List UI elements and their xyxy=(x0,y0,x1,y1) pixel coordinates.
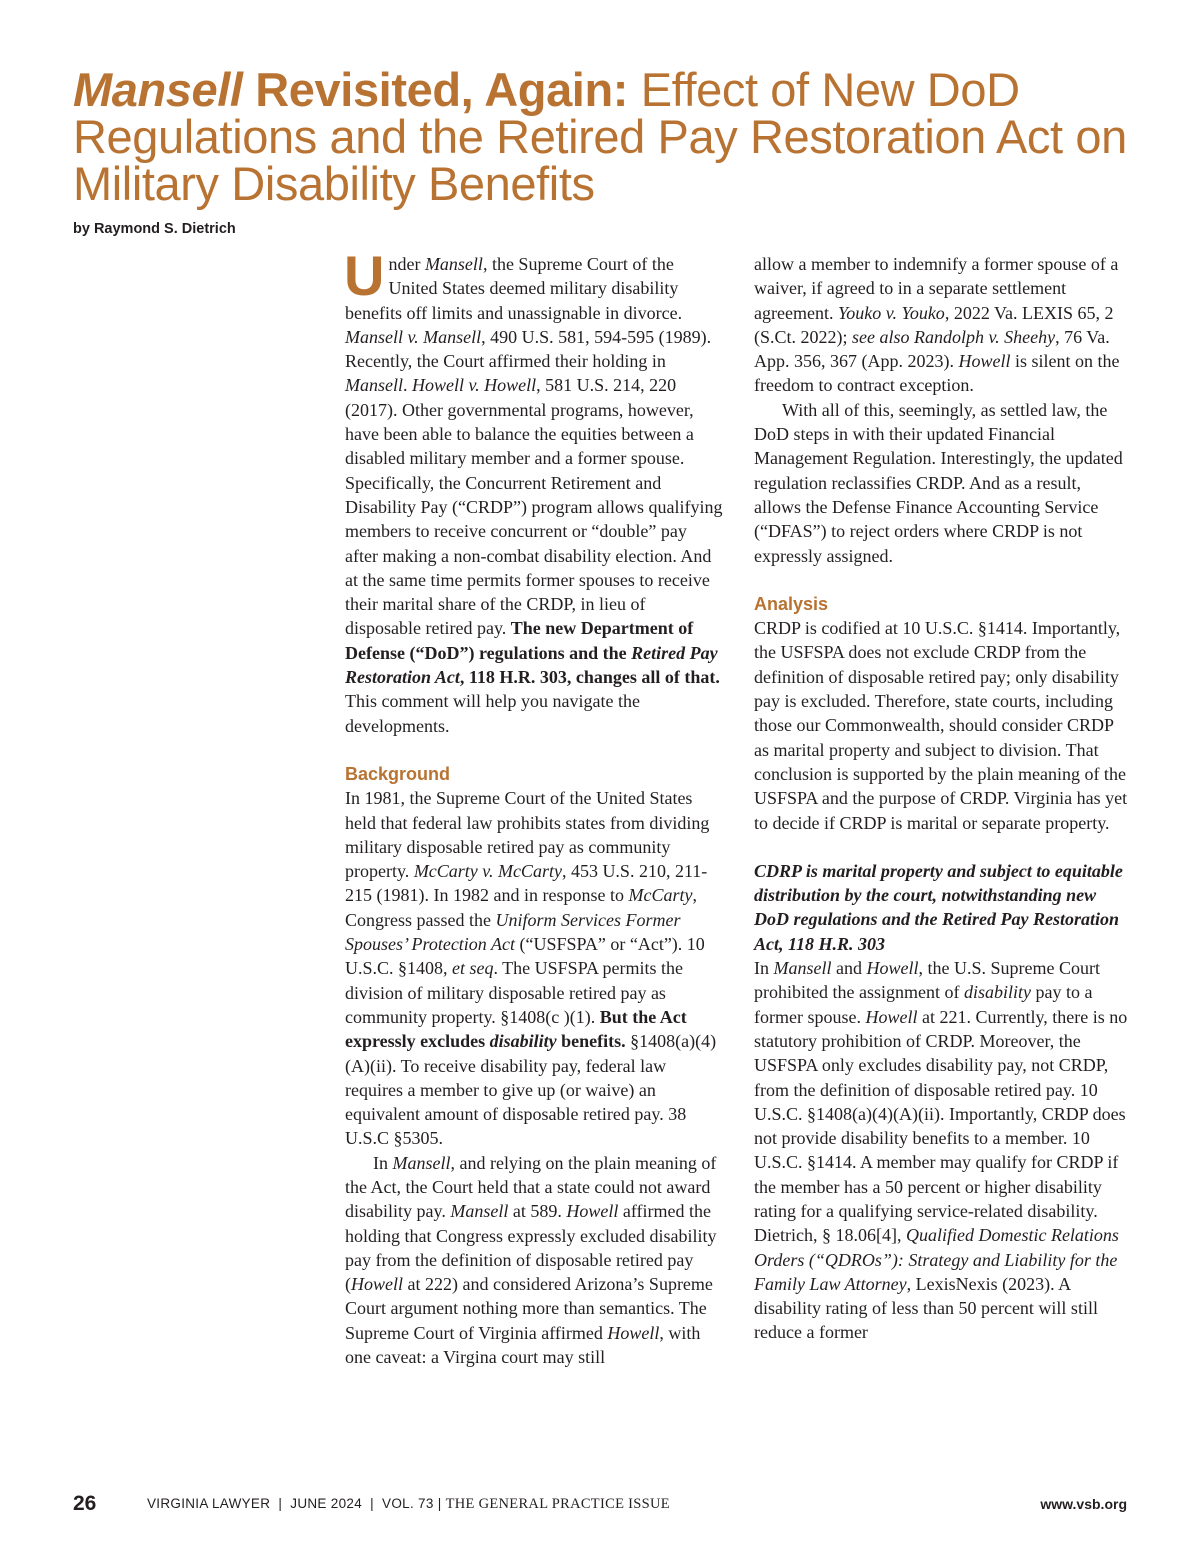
text-run: . The USFSPA permits the division of military disposable retired pay as community property. §1408(c )(1). xyxy=(345,958,684,1027)
text-run: Youko v. Youko xyxy=(837,302,945,323)
text-run: Howell xyxy=(958,351,1011,372)
text-run: Qualified Domestic Relations Orders (“QDROs”): Strategy and Liability for the Family Law Attorney xyxy=(754,1225,1119,1294)
text-run: Mansell xyxy=(450,1201,509,1222)
drop-cap: U xyxy=(344,244,385,307)
text-run: Mansell xyxy=(424,254,483,274)
text-run: is silent on the freedom to contract exception. xyxy=(754,351,1120,396)
title-line-1 xyxy=(73,63,1133,116)
text-run: et seq xyxy=(452,958,494,979)
section-heading-background: Background xyxy=(345,763,451,784)
text-run: This comment will help you navigate the developments. xyxy=(345,691,640,736)
text-run: Uniform Services Former Spouses’ Protection Act xyxy=(345,909,681,955)
issue-name: THE GENERAL PRACTICE ISSUE xyxy=(445,1496,670,1512)
title-italic-part: Mansell xyxy=(73,63,243,116)
page-number: 26 xyxy=(73,1492,97,1515)
text-run: Howell xyxy=(607,1322,660,1343)
title-bold-part: Revisited, Again: xyxy=(242,63,629,116)
text-run: allow a member to indemnify a former spouse of a waiver, if agreed to in a separate settlement agreement. xyxy=(754,254,1119,323)
publication-name: VIRGINIA LAWYER | JUNE 2024 | VOL. 73 | xyxy=(147,1496,446,1511)
page-footer xyxy=(73,1492,1127,1520)
right-column xyxy=(754,252,1132,1345)
text-run: In xyxy=(373,1152,393,1173)
text-run: nder xyxy=(388,254,425,274)
text-run: , 453 U.S. 210, 211-215 (1981). In 1982 and in response to xyxy=(345,861,708,906)
text-run: But the Act expressly excludes xyxy=(345,1006,687,1052)
text-run: disability xyxy=(489,1031,557,1052)
byline: by Raymond S. Dietrich xyxy=(73,221,236,237)
text-run: Howell xyxy=(865,1006,918,1027)
dod-paragraph xyxy=(754,398,1132,568)
text-run: McCarty v. McCarty xyxy=(413,861,562,882)
text-run: , 490 U.S. 581, 594-595 (1989). Recently, the Court affirmed their holding in xyxy=(345,326,712,372)
text-run: benefits. xyxy=(556,1031,626,1052)
text-run: , with one caveat: a Virgina court may still xyxy=(345,1322,701,1368)
text-run: Mansell xyxy=(773,958,832,979)
text-run: Howell xyxy=(866,958,919,979)
text-run: , LexisNexis (2023). A disability rating of less than 50 percent will still reduce a former xyxy=(754,1273,1098,1343)
text-run: , Congress passed the xyxy=(345,885,697,930)
text-run: at 589. xyxy=(508,1201,567,1222)
title-rest-line-1: Effect of New DoD xyxy=(628,63,1020,116)
text-run: at 221. Currently, there is no statutory prohibition of CRDP. Moreover, the USFSPA only excludes disability pay, not CRDP, from the definition of disposable retired pay. 10 U.S.C. §1408(a)(4)(A)(ii). Importantly, CRDP does not provide disability benefits to a member. 10 U.S.C. §1414. A member may qualify for CRDP if the member has a 50 percent or higher disability rating for a qualifying service-related disability. Dietrich, § 18.06[4], xyxy=(754,1006,1128,1246)
text-run: , 2022 Va. LEXIS 65, 2 (S.Ct. 2022); xyxy=(754,302,1114,347)
text-run: With all of this, seemingly, as settled law, the DoD steps in with their updated Financial Management Regulation. Interestingly, the updated regulation reclassifies CRDP. And as a result, allows the Defense Finance Accounting Service (“DFAS”) to reject orders where CRDP is not expressly assigned. xyxy=(754,399,1123,566)
text-run: , and relying on the plain meaning of the Act, the Court held that a state could not award disability pay. xyxy=(345,1152,717,1222)
article-title xyxy=(73,63,1133,210)
text-run: §1408(a)(4)(A)(ii). To receive disability pay, federal law requires a member to give up (or waive) an equivalent amount of disposable retired pay. 38 U.S.C §5305. xyxy=(345,1031,717,1149)
analysis-paragraph xyxy=(754,616,1132,835)
text-run: Retired Pay Restoration Act xyxy=(345,642,718,688)
text-run: disability xyxy=(963,982,1031,1003)
text-run: Mansell xyxy=(345,375,403,396)
text-run: (“USFSPA” or “Act”). 10 U.S.C. §1408, xyxy=(345,934,705,979)
text-run: affirmed the holding that Congress expressly excluded disability pay from the definition of disposable retired pay ( xyxy=(345,1201,717,1295)
text-run: , 118 H.R. 303, changes all of that. xyxy=(459,667,720,688)
text-run: . xyxy=(403,375,412,396)
section-heading-analysis: Analysis xyxy=(754,593,829,614)
text-run: In xyxy=(754,958,774,979)
text-run: CRDP is codified at 10 U.S.C. §1414. Importantly, the USFSPA does not exclude CRDP from the definition of disposable retired pay; only disability pay is excluded. Therefore, state courts, including those our Commonwealth, should consider CRDP as marital property and subject to division. That conclusion is supported by the plain meaning of the USFSPA and the purpose of CRDP. Virginia has yet to decide if CRDP is marital or separate property. xyxy=(754,618,1128,833)
intro-paragraph xyxy=(344,244,723,738)
text-run: Mansell v. Mansell xyxy=(345,326,482,347)
continued-paragraph xyxy=(754,252,1132,398)
text-run: , the U.S. Supreme Court prohibited the assignment of xyxy=(754,958,1100,1003)
text-run: and xyxy=(831,958,867,979)
publication-info xyxy=(147,1496,670,1513)
text-run: In 1981, the Supreme Court of the United States held that federal law prohibits states from dividing military disposable retired pay as community property. xyxy=(345,788,710,882)
background-paragraph-2 xyxy=(345,1151,723,1370)
text-run: Howell v. Howell xyxy=(412,375,537,396)
sub-heading: CDRP is marital property and subject to equitable distribution by the court, notwithstanding new DoD regulations and the Retired Pay Restoration Act, 118 H.R. 303 xyxy=(754,860,1123,954)
text-run: Howell xyxy=(351,1274,403,1295)
text-run: Mansell xyxy=(392,1152,451,1173)
title-line-3: Military Disability Benefits xyxy=(73,157,595,210)
text-run: McCarty xyxy=(628,885,693,906)
text-run: The new Department of Defense (“DoD”) regulations and the xyxy=(345,618,694,663)
left-column xyxy=(344,244,723,1369)
title-line-2: Regulations and the Retired Pay Restoration Act on xyxy=(73,110,1127,163)
subsection-paragraph xyxy=(754,956,1132,1345)
text-run: Howell xyxy=(566,1201,619,1222)
text-run: , 581 U.S. 214, 220 (2017). Other governmental programs, however, have been able to balance the equities between a disabled military member and a former spouse. Specifically, the Concurrent Retirement and Disability Pay (“CRDP”) program allows qualifying members to receive concurrent or “double” pay after making a non-combat disability election. And at the same time permits former spouses to receive their marital share of the CRDP, in lieu of disposable retired pay. xyxy=(345,375,723,639)
intro-paragraph-text xyxy=(344,244,723,736)
background-paragraph-1 xyxy=(345,786,723,1150)
text-run: at 222) and considered Arizona’s Supreme Court argument nothing more than semantics. The Supreme Court of Virginia affirmed xyxy=(345,1274,713,1343)
text-run: pay to a former spouse. xyxy=(754,982,1093,1027)
text-run: , 76 Va. App. 356, 367 (App. 2023). xyxy=(754,326,1110,372)
text-run: , the Supreme Court of the United States deemed military disability benefits off limits and unassignable in divorce. xyxy=(345,254,683,323)
text-run: see also Randolph v. Sheehy xyxy=(852,326,1056,347)
website-link[interactable]: www.vsb.org xyxy=(1040,1496,1127,1512)
